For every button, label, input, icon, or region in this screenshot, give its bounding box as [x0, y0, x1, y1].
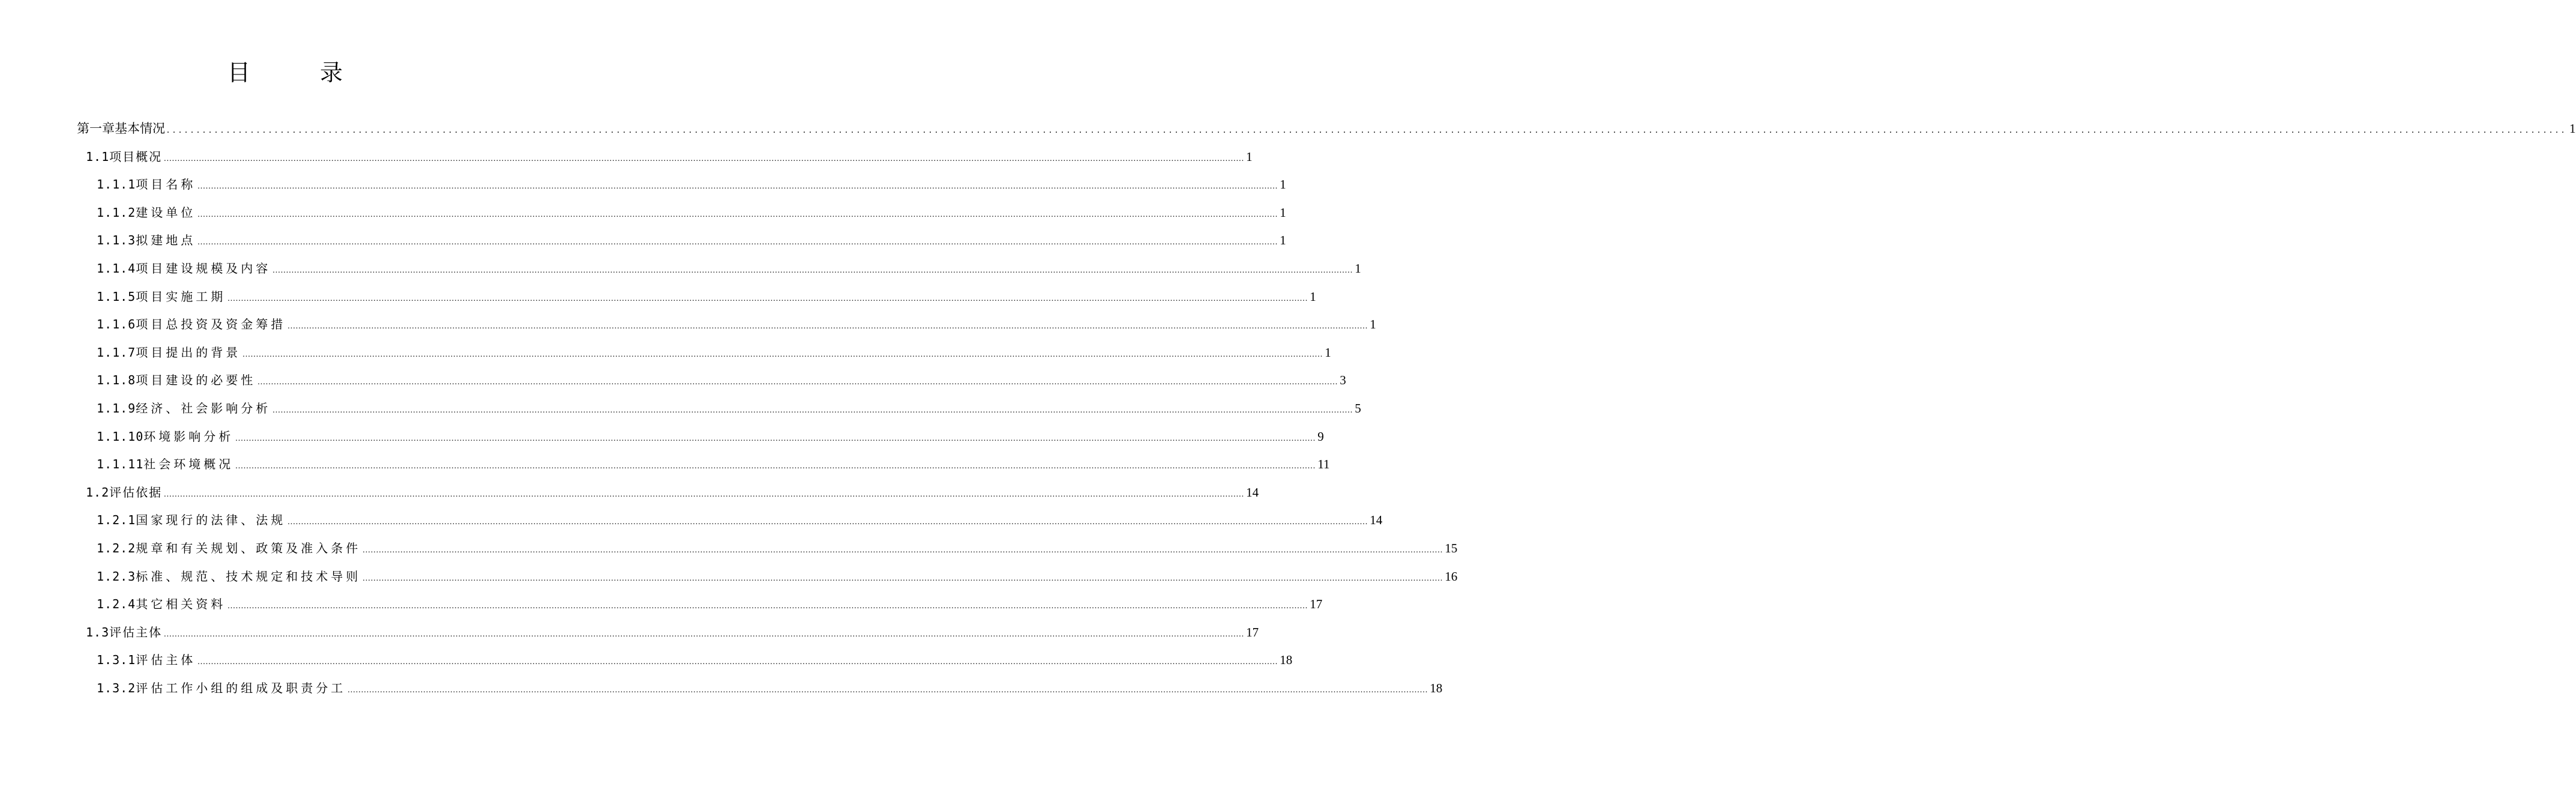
toc-entry-page: 11	[1317, 457, 1330, 472]
toc-entry[interactable]	[86, 483, 1259, 501]
toc-entry-title: 评估主体	[136, 653, 196, 668]
toc-entry[interactable]	[97, 428, 1324, 446]
dot-leader: ................................................................................................................................................................................................................................................................................................................................................................................................................	[257, 378, 1338, 387]
toc-entry-title: 国家现行的法律、法规	[136, 513, 286, 528]
toc-entry-title: 拟建地点	[136, 233, 196, 248]
dot-leader: ................................................................................................................................................................................................................................................................................................................................................................................................................	[167, 125, 2568, 135]
toc-entry-page: 1	[1280, 205, 1286, 220]
toc-entry-title: 项目名称	[136, 177, 196, 192]
toc-entry-title: 环境影响分析	[143, 429, 234, 444]
dot-leader: ................................................................................................................................................................................................................................................................................................................................................................................................................	[287, 322, 1368, 331]
toc-entry-number: 1.1.8	[97, 373, 136, 388]
toc-entry-title: 项目提出的背景	[136, 345, 241, 360]
toc-entry-title: 基本情况	[115, 121, 165, 136]
toc-entry-title: 规章和有关规划、政策及准入条件	[136, 541, 361, 555]
toc-entry-page: 1	[1325, 345, 1331, 360]
dot-leader: ................................................................................................................................................................................................................................................................................................................................................................................................................	[363, 573, 1443, 583]
toc-entry[interactable]	[97, 455, 1330, 473]
toc-entry-page: 9	[1317, 429, 1324, 444]
toc-entry-page: 18	[1280, 653, 1293, 668]
toc-entry-title: 标准、规范、技术规定和技术导则	[136, 569, 361, 584]
toc-entry[interactable]	[97, 343, 1331, 361]
toc-entry-title: 建设单位	[136, 205, 196, 220]
dot-leader: ................................................................................................................................................................................................................................................................................................................................................................................................................	[227, 602, 1308, 611]
toc-entry-number: 1.1.9	[97, 401, 136, 416]
toc-entry-number: 1.1.1	[97, 177, 136, 192]
toc-entry-page: 1	[1355, 261, 1361, 276]
dot-leader: ................................................................................................................................................................................................................................................................................................................................................................................................................	[235, 462, 1316, 471]
toc-entry[interactable]	[97, 259, 1361, 277]
dot-leader: ................................................................................................................................................................................................................................................................................................................................................................................................................	[272, 406, 1353, 415]
toc-entry-title: 评估主体	[109, 624, 163, 639]
toc-entry-number: 1.1.11	[97, 457, 144, 472]
toc-entry[interactable]	[97, 315, 1376, 333]
toc-entry[interactable]	[97, 511, 1383, 529]
toc-entry-number: 1.3.2	[97, 681, 136, 695]
toc-entry[interactable]	[97, 371, 1346, 389]
toc-entry-title: 评估工作小组的组成及职责分工	[136, 681, 346, 695]
dot-leader: ................................................................................................................................................................................................................................................................................................................................................................................................................	[164, 629, 1245, 639]
toc-entry-title: 经济、社会影响分析	[136, 401, 271, 416]
dot-leader: ................................................................................................................................................................................................................................................................................................................................................................................................................	[197, 657, 1278, 667]
toc-entry-page: 14	[1370, 513, 1383, 528]
toc-entry[interactable]	[86, 623, 1259, 641]
toc-entry-page: 14	[1246, 485, 1259, 500]
dot-leader: ................................................................................................................................................................................................................................................................................................................................................................................................................	[242, 349, 1323, 359]
toc-entry-number: 1.1.4	[97, 261, 136, 276]
dot-leader: ................................................................................................................................................................................................................................................................................................................................................................................................................	[363, 546, 1443, 555]
dot-leader: ................................................................................................................................................................................................................................................................................................................................................................................................................	[197, 210, 1278, 219]
toc-entry-title: 项目概况	[109, 149, 163, 164]
toc-entry-number: 1.1.5	[97, 289, 136, 304]
page-title: 目 录	[227, 59, 375, 86]
dot-leader: ................................................................................................................................................................................................................................................................................................................................................................................................................	[197, 238, 1278, 247]
toc-entry-page: 18	[1430, 681, 1443, 695]
toc-entry-page: 1	[1280, 233, 1286, 248]
toc-entry-page: 16	[1445, 569, 1458, 584]
toc-entry-number: 1.2.4	[97, 597, 136, 612]
toc-entry-number: 1.1.10	[97, 429, 144, 444]
toc-entry[interactable]	[97, 651, 1293, 669]
toc-entry-number: 1.2.3	[97, 569, 136, 584]
toc-entry-page: 1	[1246, 149, 1253, 164]
toc-entry[interactable]	[97, 567, 1458, 585]
toc-entry-page: 15	[1445, 541, 1458, 555]
toc-entry-number: 1.2.1	[97, 513, 136, 528]
toc-entry[interactable]	[77, 119, 2576, 138]
toc-entry-page: 5	[1355, 401, 1361, 416]
toc-entry-page: 3	[1340, 373, 1346, 388]
toc-entry-number: 1.2	[86, 485, 110, 500]
toc-entry-title: 项目建设规模及内容	[136, 261, 271, 276]
toc-entry-number: 1.1.7	[97, 345, 136, 360]
toc-entry-title: 项目建设的必要性	[136, 373, 256, 388]
toc-entry-title: 评估依据	[109, 485, 163, 500]
toc-entry-page: 1	[1280, 177, 1286, 192]
toc-entry-page: 1	[2569, 121, 2576, 136]
toc-entry-page: 17	[1310, 597, 1323, 612]
toc-entry[interactable]	[86, 148, 1253, 166]
dot-leader: ................................................................................................................................................................................................................................................................................................................................................................................................................	[197, 182, 1278, 192]
dot-leader: ................................................................................................................................................................................................................................................................................................................................................................................................................	[164, 154, 1245, 163]
toc-entry[interactable]	[97, 399, 1361, 417]
toc-entry[interactable]	[97, 175, 1286, 193]
toc-entry[interactable]	[97, 204, 1286, 222]
toc-entry-number: 1.1.2	[97, 205, 136, 220]
toc-entry-number: 1.1.3	[97, 233, 136, 248]
toc-entry-page: 1	[1310, 289, 1316, 304]
toc-entry[interactable]	[97, 539, 1458, 557]
toc-entry-number: 1.2.2	[97, 541, 136, 555]
toc-entry-number: 第一章	[77, 121, 115, 136]
toc-entry[interactable]	[97, 231, 1286, 249]
toc-entry-title: 项目总投资及资金筹措	[136, 317, 286, 332]
toc-entry[interactable]	[97, 679, 1443, 697]
dot-leader: ................................................................................................................................................................................................................................................................................................................................................................................................................	[164, 489, 1245, 499]
dot-leader: ................................................................................................................................................................................................................................................................................................................................................................................................................	[287, 518, 1368, 527]
toc-entry-title: 其它相关资料	[136, 597, 226, 612]
toc-entry-page: 17	[1246, 624, 1259, 639]
toc-entry-number: 1.3	[86, 624, 110, 639]
toc-entry-title: 社会环境概况	[143, 457, 234, 472]
dot-leader: ................................................................................................................................................................................................................................................................................................................................................................................................................	[348, 686, 1428, 695]
dot-leader: ................................................................................................................................................................................................................................................................................................................................................................................................................	[235, 434, 1316, 443]
dot-leader: ................................................................................................................................................................................................................................................................................................................................................................................................................	[227, 294, 1308, 303]
toc-entry-number: 1.1	[86, 149, 110, 164]
toc-entry[interactable]	[97, 288, 1316, 306]
toc-entry[interactable]	[97, 595, 1323, 613]
toc-entry-number: 1.3.1	[97, 653, 136, 668]
toc-entry-title: 项目实施工期	[136, 289, 226, 304]
toc-entry-page: 1	[1370, 317, 1376, 332]
dot-leader: ................................................................................................................................................................................................................................................................................................................................................................................................................	[272, 266, 1353, 275]
toc-entry-number: 1.1.6	[97, 317, 136, 332]
